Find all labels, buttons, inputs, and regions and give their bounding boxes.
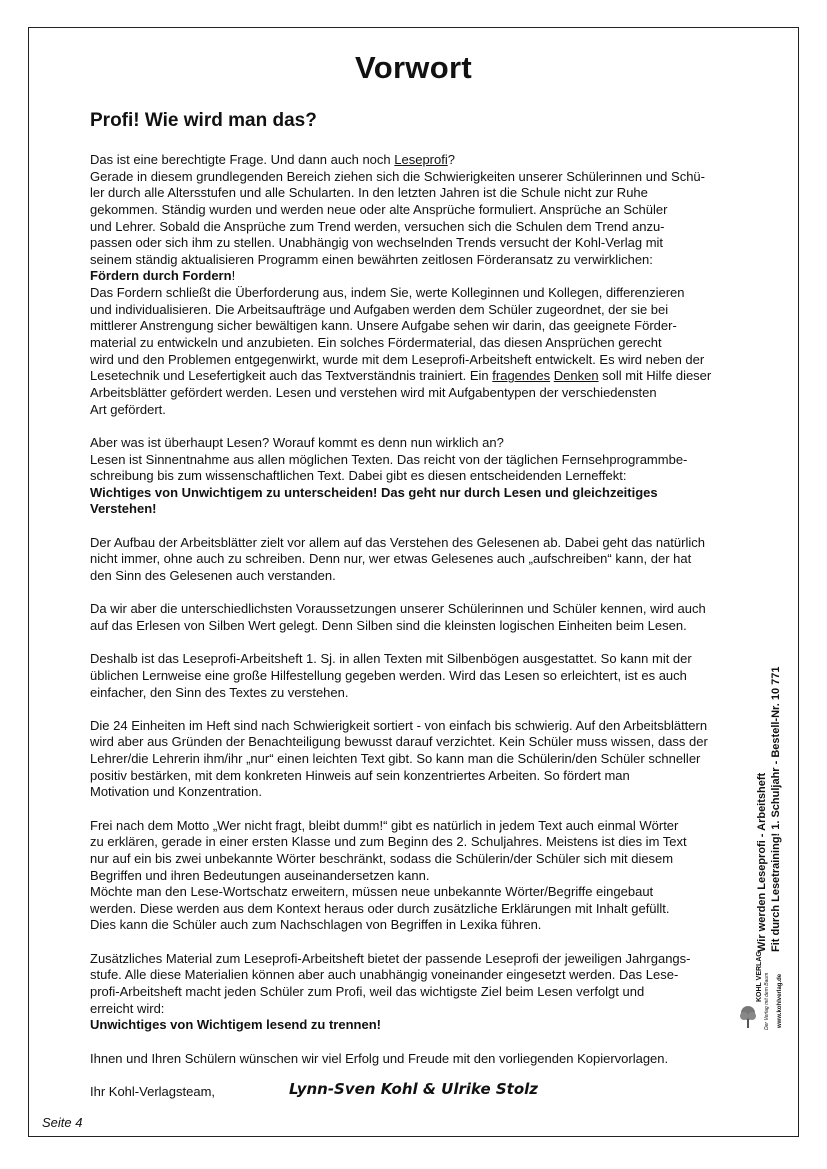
body-line	[90, 535, 750, 552]
body-line	[90, 468, 750, 485]
body-line	[90, 685, 750, 702]
body-line	[90, 169, 750, 186]
body-text	[90, 152, 750, 1101]
text-segment: gekommen. Ständig wurden und werden neue oder alte Ansprüche formuliert. Ansprüche an Schüler	[90, 201, 668, 217]
text-segment: Wichtiges von Unwichtigem zu unterscheiden! Das geht nur durch Lesen und gleichzeitiges	[90, 484, 658, 500]
text-segment: ?	[447, 152, 455, 167]
body-line	[90, 318, 750, 335]
body-line	[90, 851, 750, 868]
text-segment: fragendes	[492, 368, 551, 384]
body-line	[90, 285, 750, 302]
text-segment: soll mit Hilfe dieser	[598, 368, 712, 384]
body-line	[90, 868, 750, 885]
body-line	[90, 185, 750, 202]
body-line	[90, 485, 750, 502]
body-line	[90, 368, 750, 385]
text-segment: Aber was ist überhaupt Lesen? Worauf kommt es denn nun wirklich an?	[90, 434, 504, 450]
body-line	[90, 452, 750, 469]
text-segment: Deshalb ist das Leseprofi-Arbeitsheft 1. Sj. in allen Texten mit Silbenbögen ausgestattet. So kann mit der	[90, 651, 692, 667]
text-segment: den Sinn des Gelesenen auch verstanden.	[90, 568, 336, 584]
body-line	[90, 352, 750, 369]
body-line	[90, 219, 750, 236]
text-segment: nur auf ein bis zwei unbekannte Wörter beschränkt, sodass die Schülerin/der Schüler sich mit diesem	[90, 850, 674, 866]
text-segment: profi-Arbeitsheft macht jeden Schüler zum Profi, weil das wichtigste Ziel beim Lesen verfolgt und	[90, 984, 645, 1000]
text-segment: Dies kann die Schüler auch zum Nachschlagen von Begriffen in Lexika führen.	[90, 917, 542, 933]
body-line	[90, 385, 750, 402]
body-line	[90, 917, 750, 934]
publisher-logo-text: KOHL VERLAG	[756, 951, 763, 1002]
text-segment: Die 24 Einheiten im Heft sind nach Schwierigkeit sortiert - von einfach bis schwierig. Auf den Arbeitsblättern	[90, 717, 708, 733]
body-line	[90, 618, 750, 635]
paragraph-gap	[90, 635, 750, 652]
body-line	[90, 901, 750, 918]
body-line	[90, 668, 750, 685]
body-line	[90, 834, 750, 851]
body-line	[90, 551, 750, 568]
text-segment: Arbeitsblätter gefördert werden. Lesen und verstehen wird mit Aufgabentypen der verschiedensten	[90, 384, 657, 400]
text-segment: passen oder sich ihm zu stellen. Unabhängig von wechselnden Trends versucht der Kohl-Verlag mit	[90, 235, 664, 251]
paragraph-gap	[90, 934, 750, 951]
kohl-tree-logo-icon	[738, 1005, 758, 1029]
text-segment: Lesen ist Sinnentnahme aus allen möglichen Texten. Das reicht von der täglichen Fernsehprogrammbe-	[90, 451, 688, 467]
body-line	[90, 235, 750, 252]
text-segment: Gerade in diesem grundlegenden Bereich ziehen sich die Schwierigkeiten unserer Schülerinnen und Schü-	[90, 168, 705, 184]
publisher-url: www.kohlverlag.de	[777, 973, 783, 1028]
body-line	[90, 402, 750, 419]
body-line	[90, 152, 750, 169]
body-line	[90, 302, 750, 319]
body-line	[90, 435, 750, 452]
text-segment: schreibung bis zum wissenschaftlichen Text. Dabei gibt es diesen entscheidenden Lerneffekt:	[90, 468, 627, 484]
body-line	[90, 651, 750, 668]
text-segment: Leseprofi	[394, 152, 448, 167]
text-segment: auf das Erlesen von Silben Wert gelegt. Denn Silben sind die kleinsten logischen Einheiten beim Lesen.	[90, 617, 687, 633]
body-line	[90, 784, 750, 801]
sidebar-series-title: Wir werden Leseprofi - Arbeitsheft	[756, 772, 768, 952]
text-segment: Denken	[553, 368, 599, 384]
body-line	[90, 501, 750, 518]
text-segment: erreicht wird:	[90, 1000, 165, 1016]
body-line	[90, 1017, 750, 1034]
text-segment: Möchte man den Lese-Wortschatz erweitern, müssen neue unbekannte Wörter/Begriffe eingebaut	[90, 884, 654, 900]
text-segment: üblichen Lernweise eine große Hilfestellung gegeben werden. Wird das Lesen so erleichtert, ist es auch	[90, 667, 687, 683]
text-segment: seinem ständig aktualisieren Programm einen bewährten zeitlosen Förderansatz zu verwirklichen:	[90, 251, 653, 267]
body-line	[90, 951, 750, 968]
text-segment: stufe. Alle diese Materialien können aber auch unabhängig voneinander eingesetzt werden. Das Lese-	[90, 967, 679, 983]
publisher-tagline: Der Verlag mit dem Baum	[764, 972, 770, 1030]
body-line	[90, 335, 750, 352]
text-segment: einfacher, den Sinn des Textes zu verstehen.	[90, 684, 349, 700]
body-line	[90, 268, 750, 285]
text-segment: wird und den Problemen entgegenwirkt, wurde mit dem Leseprofi-Arbeitsheft entwickelt. Es wird neben der	[90, 351, 705, 367]
body-line	[90, 967, 750, 984]
body-line	[90, 818, 750, 835]
page-subtitle: Profi! Wie wird man das?	[90, 110, 317, 131]
text-segment: Motivation und Konzentration.	[90, 784, 262, 800]
text-segment: Verstehen!	[90, 501, 157, 517]
body-line	[90, 568, 750, 585]
text-segment: Das ist eine berechtigte Frage. Und dann auch noch	[90, 152, 395, 167]
paragraph-gap	[90, 1034, 750, 1051]
body-line	[90, 734, 750, 751]
text-segment: wird aber aus Gründen der Benachteiligung bewusst darauf verzichtet. Kein Schüler muss wissen, dass der	[90, 734, 708, 750]
text-segment: werden. Diese werden aus dem Kontext heraus oder durch zusätzliche Erklärungen mit Inhalt gefüllt.	[90, 900, 670, 916]
body-line	[90, 601, 750, 618]
paragraph-gap	[90, 418, 750, 435]
paragraph-gap	[90, 518, 750, 535]
paragraph-gap	[90, 585, 750, 602]
text-segment: mittlerer Anstrengung sicher bewältigen kann. Unsere Aufgabe sehen wir darin, das geeignete Förder-	[90, 318, 677, 334]
text-segment: Frei nach dem Motto „Wer nicht fragt, bleibt dumm!“ gibt es natürlich in jedem Text auch einmal Wörter	[90, 817, 679, 833]
text-segment: Fördern durch Fordern	[90, 268, 232, 284]
text-segment: Begriffen und ihren Bedeutungen auseinandersetzen kann.	[90, 867, 430, 883]
text-segment: Unwichtiges von Wichtigem lesend zu trennen!	[90, 1017, 381, 1033]
text-segment: positiv bestärken, mit dem konkreten Hinweis auf sein konzentriertes Arbeiten. So fördert man	[90, 767, 630, 783]
body-line	[90, 252, 750, 269]
paragraph-gap	[90, 801, 750, 818]
paragraph-gap	[90, 701, 750, 718]
body-line	[90, 1001, 750, 1018]
signature: Lynn-Sven Kohl & Ulrike Stolz	[288, 1080, 539, 1098]
text-segment: und individualisieren. Die Arbeitsaufträge und Aufgaben werden dem Schüler zugeordnet, der sie bei	[90, 301, 669, 317]
text-segment: Lehrer/die Lehrerin ihm/ihr „nur“ einen leichten Text gibt. So kann man die Schülerin/den Schüler schneller	[90, 751, 701, 767]
body-line	[90, 1051, 750, 1068]
text-segment: Zusätzliches Material zum Leseprofi-Arbeitsheft bietet der passende Leseprofi der jeweiligen Jahrgangs-	[90, 950, 691, 966]
text-segment: und Lehrer. Sobald die Ansprüche zum Trend werden, versuchen sich die Schulen dem Trend anzu-	[90, 218, 665, 234]
text-segment: Ihr Kohl-Verlagsteam,	[90, 1083, 216, 1099]
text-segment: Lesetechnik und Lesefertigkeit auch das Textverständnis trainiert. Ein	[90, 368, 493, 384]
page-number: Seite 4	[42, 1115, 83, 1130]
text-segment: Da wir aber die unterschiedlichsten Voraussetzungen unserer Schülerinnen und Schüler kennen, wird auch	[90, 601, 706, 617]
text-segment: ler durch alle Altersstufen und alle Schularten. In den letzten Jahren ist die Schule nicht zur Ruhe	[90, 185, 648, 201]
text-segment: material zu entwickeln und anzubieten. Ein solches Fördermaterial, das diesen Ansprüchen gerecht	[90, 335, 662, 351]
text-segment: Art gefördert.	[90, 401, 166, 417]
text-segment: Das Fordern schließt die Überforderung aus, indem Sie, werte Kolleginnen und Kollegen, differenzieren	[90, 285, 685, 301]
body-line	[90, 768, 750, 785]
body-line	[90, 202, 750, 219]
sidebar-order-info: Fit durch Lesetraining! 1. Schuljahr - Bestell-Nr. 10 771	[770, 666, 782, 952]
text-segment: zu erklären, gerade in einer ersten Klasse und zum Beginn des 2. Schuljahres. Meistens ist dies im Text	[90, 834, 687, 850]
text-segment: Ihnen und Ihren Schülern wünschen wir viel Erfolg und Freude mit den vorliegenden Kopiervorlagen.	[90, 1050, 669, 1066]
text-segment: Der Aufbau der Arbeitsblätter zielt vor allem auf das Verstehen des Gelesenen ab. Dabei geht das natürlich	[90, 534, 705, 550]
text-segment: !	[231, 268, 236, 284]
body-line	[90, 751, 750, 768]
body-line	[90, 984, 750, 1001]
text-segment: nicht immer, ohne auch zu schreiben. Denn nur, wer etwas Gelesenes auch „aufschreiben“ kann, der hat	[90, 551, 692, 567]
body-line	[90, 718, 750, 735]
page-title: Vorwort	[355, 50, 472, 85]
body-line	[90, 884, 750, 901]
